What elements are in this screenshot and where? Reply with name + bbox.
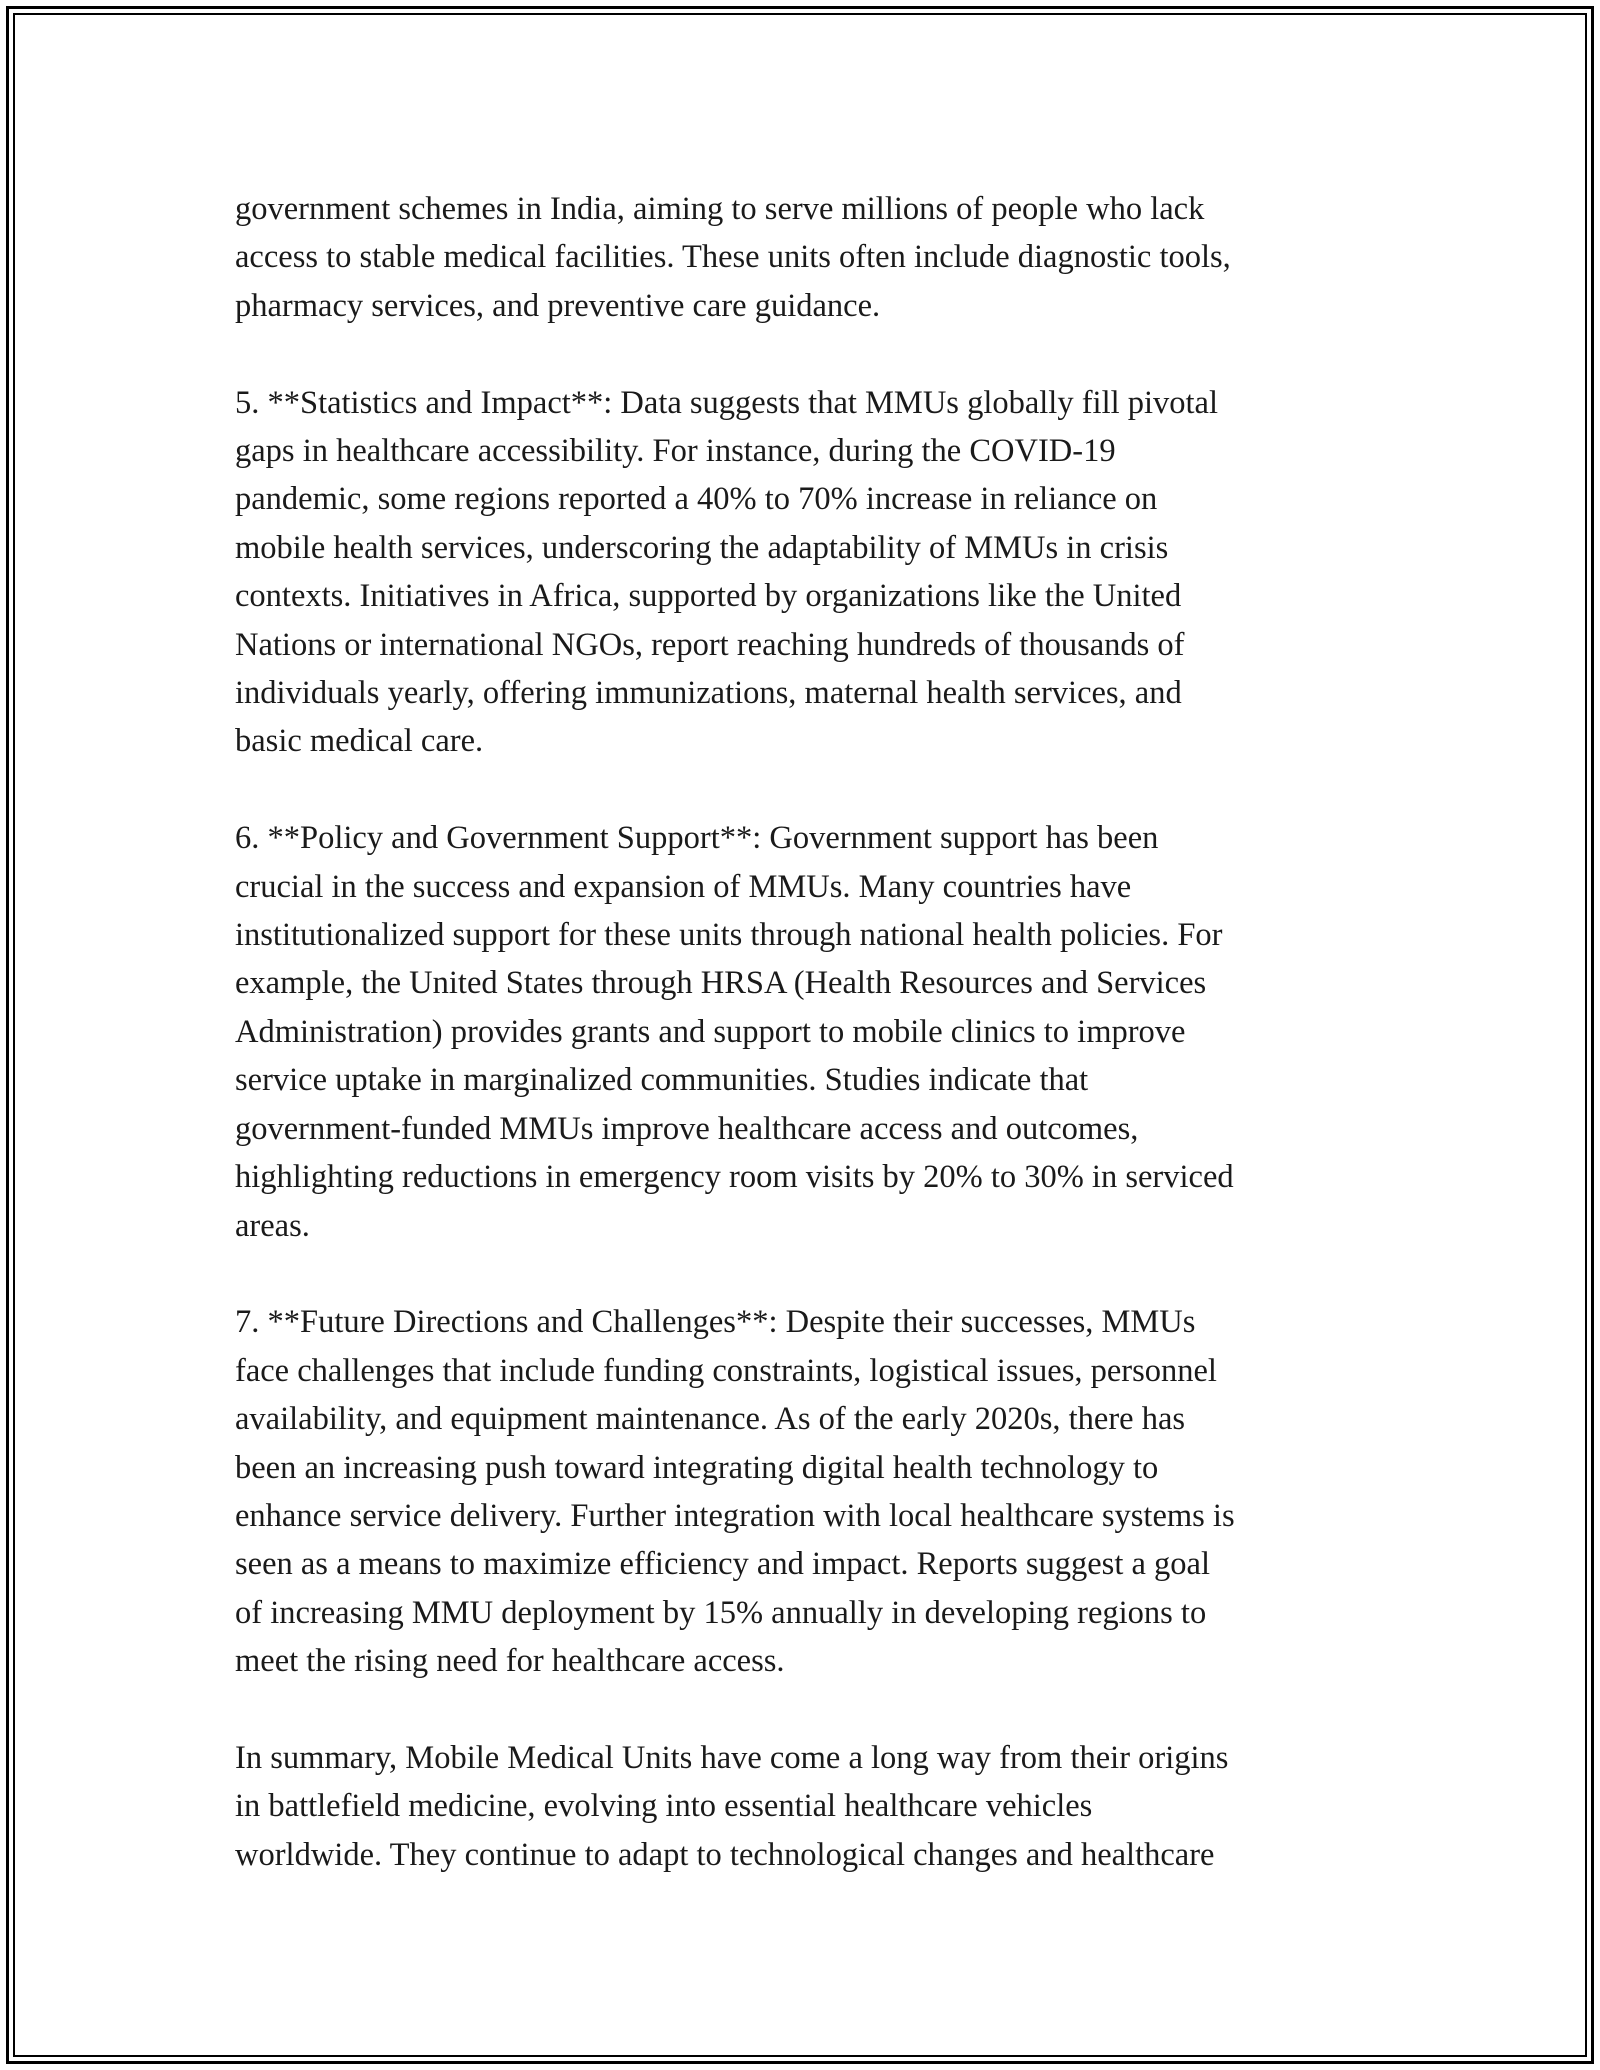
text-line: in battlefield medicine, evolving into essential healthcare vehicles (235, 1788, 1093, 1825)
paragraph-summary (235, 1734, 1375, 1879)
text-line: contexts. Initiatives in Africa, supported by organizations like the United (235, 578, 1182, 615)
paragraph-statistics-and-impact (235, 379, 1375, 766)
document-body (235, 185, 1375, 1879)
text-line: areas. (235, 1207, 310, 1244)
text-line: government-funded MMUs improve healthcare access and outcomes, (235, 1110, 1139, 1147)
text-line: seen as a means to maximize efficiency and impact. Reports suggest a goal (235, 1546, 1210, 1583)
text-line: Nations or international NGOs, report reaching hundreds of thousands of (235, 626, 1185, 663)
text-line: mobile health services, underscoring the adaptability of MMUs in crisis (235, 529, 1169, 566)
text-line: Administration) provides grants and support to mobile clinics to improve (235, 1013, 1186, 1050)
text-line: 6. **Policy and Government Support**: Government support has been (235, 820, 1159, 857)
text-line: of increasing MMU deployment by 15% annually in developing regions to (235, 1594, 1207, 1631)
paragraph-policy-and-government-support (235, 814, 1375, 1250)
text-line: pharmacy services, and preventive care guidance. (235, 287, 881, 324)
text-line: enhance service delivery. Further integration with local healthcare systems is (235, 1497, 1235, 1534)
text-line: pandemic, some regions reported a 40% to 70% increase in reliance on (235, 481, 1158, 518)
text-line: example, the United States through HRSA (Health Resources and Services (235, 965, 1207, 1002)
text-line: In summary, Mobile Medical Units have come a long way from their origins (235, 1739, 1229, 1776)
text-line: 5. **Statistics and Impact**: Data suggests that MMUs globally fill pivotal (235, 384, 1219, 421)
text-line: crucial in the success and expansion of MMUs. Many countries have (235, 868, 1132, 905)
paragraph-intro-continuation (235, 185, 1375, 330)
text-line: face challenges that include funding constraints, logistical issues, personnel (235, 1352, 1217, 1389)
text-line: worldwide. They continue to adapt to technological changes and healthcare (235, 1836, 1215, 1873)
text-line: availability, and equipment maintenance. As of the early 2020s, there has (235, 1401, 1186, 1438)
text-line: been an increasing push toward integrating digital health technology to (235, 1449, 1159, 1486)
text-line: individuals yearly, offering immunizations, maternal health services, and (235, 675, 1182, 712)
text-line: basic medical care. (235, 723, 484, 760)
paragraph-future-directions-and-challenges (235, 1298, 1375, 1685)
text-line: meet the rising need for healthcare access. (235, 1643, 785, 1680)
text-line: access to stable medical facilities. These units often include diagnostic tools, (235, 239, 1231, 276)
text-line: highlighting reductions in emergency room visits by 20% to 30% in serviced (235, 1159, 1234, 1196)
text-line: government schemes in India, aiming to serve millions of people who lack (235, 191, 1205, 227)
text-line: institutionalized support for these units through national health policies. For (235, 917, 1223, 954)
text-line: gaps in healthcare accessibility. For instance, during the COVID-19 (235, 433, 1116, 470)
text-line: service uptake in marginalized communities. Studies indicate that (235, 1062, 1089, 1099)
text-line: 7. **Future Directions and Challenges**: Despite their successes, MMUs (235, 1304, 1196, 1341)
